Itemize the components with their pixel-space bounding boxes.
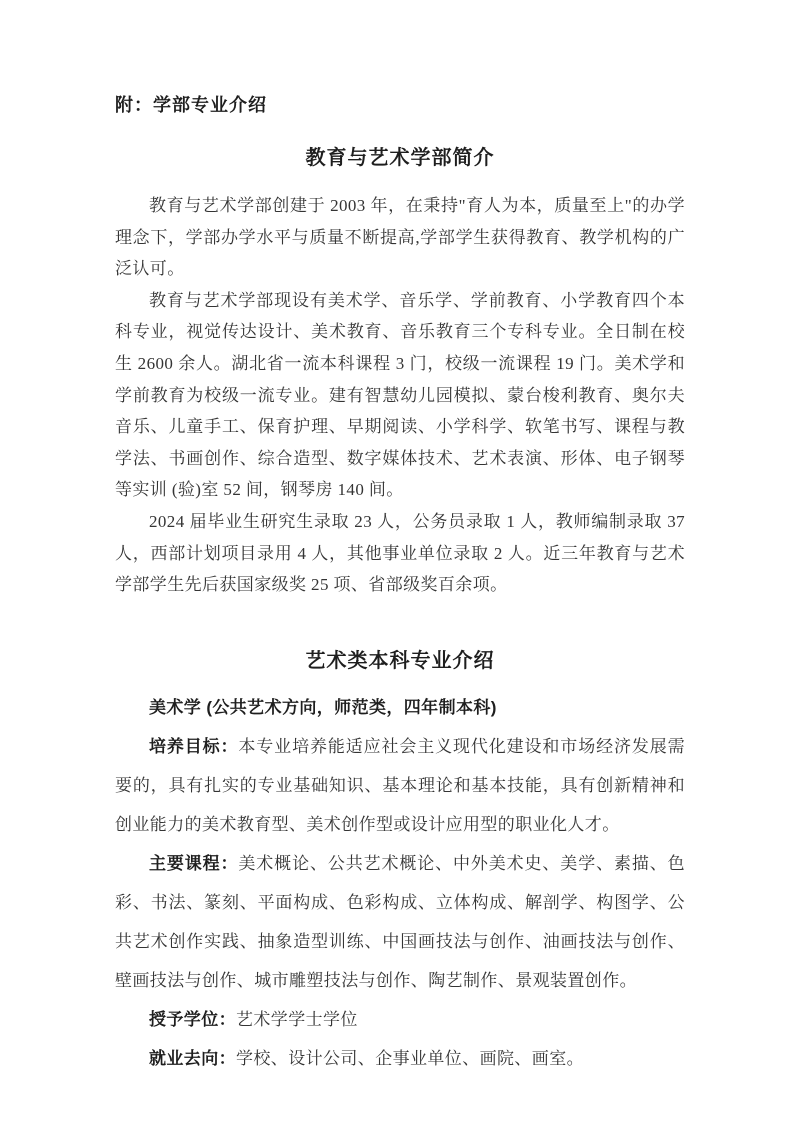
field-label-degree-awarded: 授予学位： [149, 1009, 236, 1029]
field-main-courses [115, 844, 685, 1000]
section1-paragraph-2: 教育与艺术学部现设有美术学、音乐学、学前教育、小学教育四个本科专业，视觉传达设计、美术教育、音乐教育三个专科专业。全日制在校生 2600 余人。湖北省一流本科课程 3 门，校级一流课程 19 门。美术学和学前教育为校级一流专业。建有智慧幼儿园模拟、蒙台梭利教育、奥尔夫音乐、儿童手工、保育护理、早期阅读、小学科学、软笔书写、课程与教学法、书画创作、综合造型、数字媒体技术、艺术表演、形体、电子钢琴等实训 (验)室 52 间，钢琴房 140 间。 [115, 290, 685, 500]
major-name-heading: 美术学 (公共艺术方向，师范类，四年制本科) [149, 697, 497, 717]
field-label-employment-direction: 就业去向： [149, 1048, 236, 1068]
field-degree-awarded [115, 1000, 685, 1039]
field-label-training-objective: 培养目标： [149, 736, 239, 756]
field-label-main-courses: 主要课程： [149, 853, 239, 873]
section1-paragraph-1: 教育与艺术学部创建于 2003 年，在秉持"育人为本，质量至上"的办学理念下，学部办学水平与质量不断提高,学部学生获得教育、教学机构的广泛认可。 [115, 196, 685, 279]
section1-paragraph-3: 2024 届毕业生研究生录取 23 人，公务员录取 1 人，教师编制录取 37 人，西部计划项目录用 4 人，其他事业单位录取 2 人。近三年教育与艺术学部学生先后获国家级奖 25 项、省部级奖百余项。 [115, 511, 685, 595]
field-content-training-objective: 本专业培养能适应社会主义现代化建设和市场经济发展需要的，具有扎实的专业基础知识、基本理论和基本技能，具有创新精神和创业能力的美术教育型、美术创作型或设计应用型的职业化人才。 [115, 736, 686, 834]
field-content-employment-direction: 学校、设计公司、企事业单位、画院、画室。 [236, 1048, 584, 1068]
field-content-main-courses: 美术概论、公共艺术概论、中外美术史、美学、素描、色彩、书法、篆刻、平面构成、色彩构成、立体构成、解剖学、构图学、公共艺术创作实践、抽象造型训练、中国画技法与创作、油画技法与创作、壁画技法与创作、城市雕塑技法与创作、陶艺制作、景观装置创作。 [115, 853, 686, 990]
field-employment-direction [115, 1039, 685, 1078]
field-training-objective [115, 727, 685, 844]
section1-title: 教育与艺术学部简介 [305, 147, 495, 169]
attachment-heading: 附：学部专业介绍 [115, 95, 267, 115]
field-content-degree-awarded: 艺术学学士学位 [236, 1009, 358, 1029]
section2-title: 艺术类本科专业介绍 [305, 649, 495, 672]
